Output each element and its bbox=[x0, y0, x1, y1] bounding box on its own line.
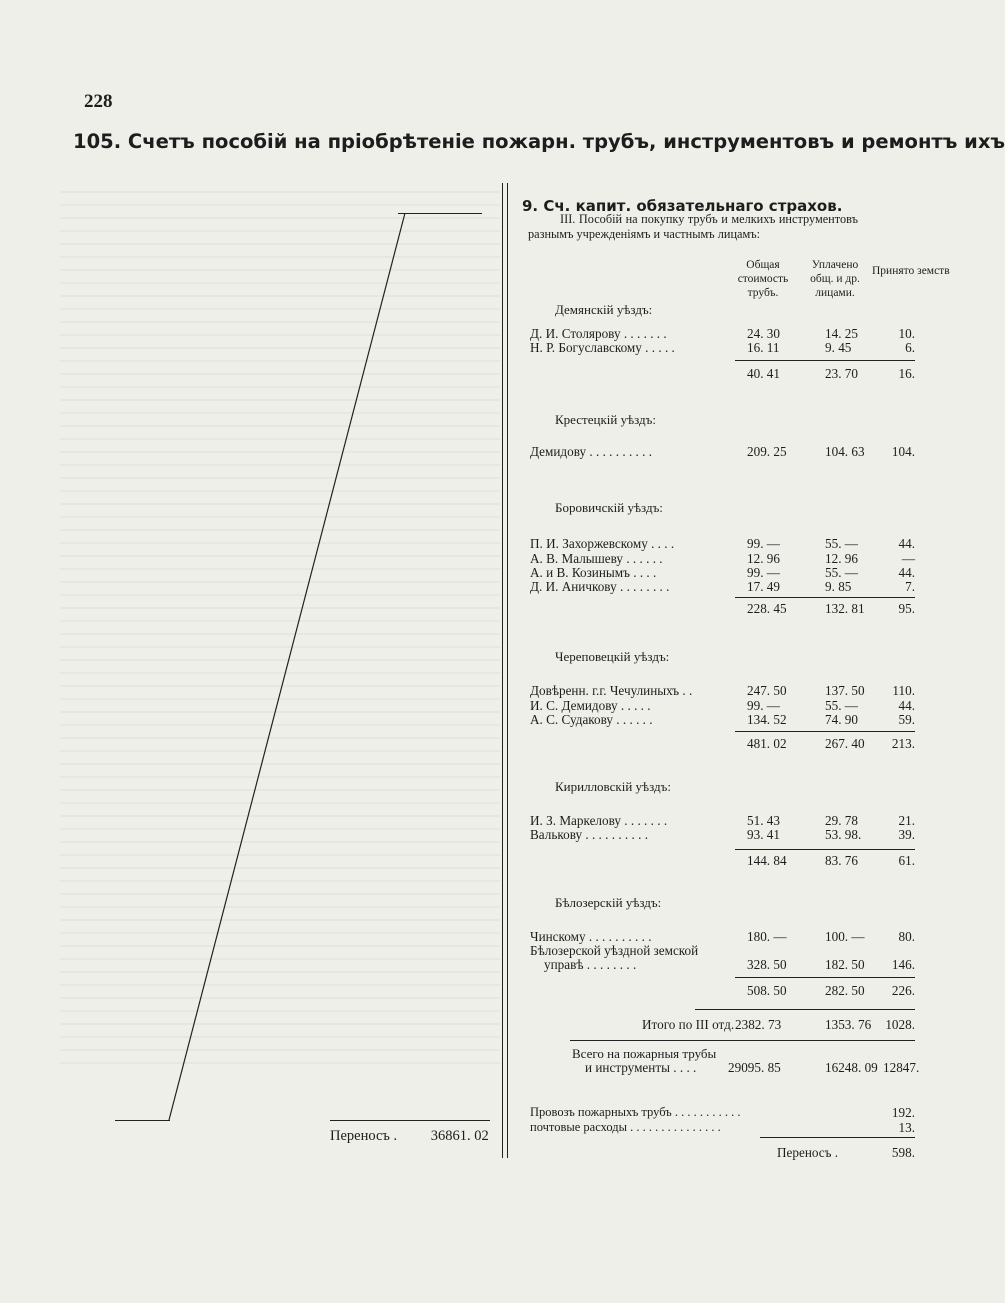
subtotal-rule bbox=[735, 597, 915, 598]
col-header-paid: Уплачено общ. и др. лицами. bbox=[810, 259, 860, 299]
bottom-rule-right bbox=[760, 1137, 915, 1138]
postal-row: почтовые расходы . . . . . . . . . . . . . . . 13. bbox=[530, 1120, 915, 1135]
table-row: Чинскому . . . . . . . . . . 180. — 100. — 80. bbox=[530, 929, 915, 944]
table-row: Бѣлозерской уѣздной земской bbox=[530, 943, 699, 958]
left-bottom-rule-1 bbox=[115, 1120, 170, 1121]
district-heading: Крестецкій уѣздъ: bbox=[555, 412, 656, 427]
district-heading: Боровичскій уѣздъ: bbox=[555, 500, 663, 515]
subtotal-row: 508. 50 282. 50 226. bbox=[747, 983, 915, 998]
table-row: Н. Р. Богуславскому . . . . . 16. 11 9. 45 6. bbox=[530, 340, 915, 355]
table-row: А. и В. Козинымъ . . . . 99. — 55. — 44. bbox=[530, 565, 915, 580]
left-bottom-rule-2 bbox=[330, 1120, 490, 1121]
subtotal-rule bbox=[735, 977, 915, 978]
table-row: А. С. Судакову . . . . . . 134. 52 74. 90 59. bbox=[530, 712, 915, 727]
table-row: Демидову . . . . . . . . . . 209. 25 104. 63 104. bbox=[530, 444, 915, 459]
table-row: управѣ . . . . . . . . 328. 50 182. 50 146. bbox=[544, 957, 915, 972]
district-heading: Череповецкій уѣздъ: bbox=[555, 649, 670, 664]
left-transfer-label: Переносъ . bbox=[330, 1128, 398, 1144]
subtotal-row: 481. 02 267. 40 213. bbox=[747, 736, 915, 751]
section-subtitle: III. Пособій на покупку трубъ и мелкихъ инструментовъ разнымъ учрежденіямъ и частнымъ лицамъ: bbox=[528, 212, 858, 241]
table-row: Д. И. Столярову . . . . . . . 24. 30 14. 25 10. bbox=[530, 326, 915, 341]
district-heading: Кирилловскій уѣздъ: bbox=[555, 779, 671, 794]
subtotal-row: 228. 45 132. 81 95. bbox=[747, 601, 915, 616]
page-title: 105. Счетъ пособій на пріобрѣтеніе пожарн. трубъ, инструментовъ и ремонтъ ихъ bbox=[73, 130, 1005, 153]
table-row: А. В. Малышеву . . . . . . 12. 96 12. 96 — bbox=[530, 551, 915, 566]
left-transfer bbox=[330, 1128, 519, 1145]
table-row: И. С. Демидову . . . . . 99. — 55. — 44. bbox=[530, 698, 915, 713]
district-heading: Бѣлозерскій уѣздъ: bbox=[555, 895, 662, 910]
col-header-total: Общая стоимость трубъ. bbox=[737, 259, 789, 299]
itogo-row: Итого по III отд. 2382. 73 1353. 76 1028. bbox=[642, 1017, 915, 1032]
vsego-label-1: Всего на пожарныя трубы bbox=[572, 1046, 717, 1061]
subtotal-row: 144. 84 83. 76 61. bbox=[747, 853, 915, 868]
subtotal-row: 40. 41 23. 70 16. bbox=[747, 366, 915, 381]
left-transfer-value: 36861. 02 bbox=[430, 1128, 489, 1144]
table-row: И. З. Маркелову . . . . . . . 51. 43 29. 78 21. bbox=[530, 813, 915, 828]
transfer-row-right: Переносъ . 598. bbox=[777, 1145, 915, 1160]
table-row: Довѣренн. г.г. Чечулиныхъ . . 247. 50 137. 50 110. bbox=[530, 683, 915, 698]
vsego-row: и инструменты . . . . 29095. 85 16248. 09 12847. bbox=[585, 1060, 920, 1075]
column-divider-left bbox=[502, 183, 503, 1158]
table-row: П. И. Захоржевскому . . . . 99. — 55. — 44. bbox=[530, 536, 915, 551]
table-row: Валькову . . . . . . . . . . 93. 41 53. 98. 39. bbox=[530, 827, 915, 842]
district-heading: Демянскій уѣздъ: bbox=[555, 302, 653, 317]
itogo-rule bbox=[695, 1009, 915, 1010]
column-divider-right bbox=[507, 183, 508, 1158]
table-row: Д. И. Аничкову . . . . . . . . 17. 49 9. 85 7. bbox=[530, 579, 915, 594]
subtotal-rule bbox=[735, 360, 915, 361]
subtotal-rule bbox=[735, 731, 915, 732]
page-number: 228 bbox=[84, 91, 113, 112]
transport-row: Провозъ пожарныхъ трубъ . . . . . . . . . . . 192. bbox=[530, 1105, 915, 1120]
col-header-zemstvo: Принято земств bbox=[872, 265, 950, 277]
itogo-bottom-rule bbox=[570, 1040, 915, 1041]
subtotal-rule bbox=[735, 849, 915, 850]
section-title: 9. Сч. капит. обязательнаго страхов. bbox=[522, 197, 843, 215]
